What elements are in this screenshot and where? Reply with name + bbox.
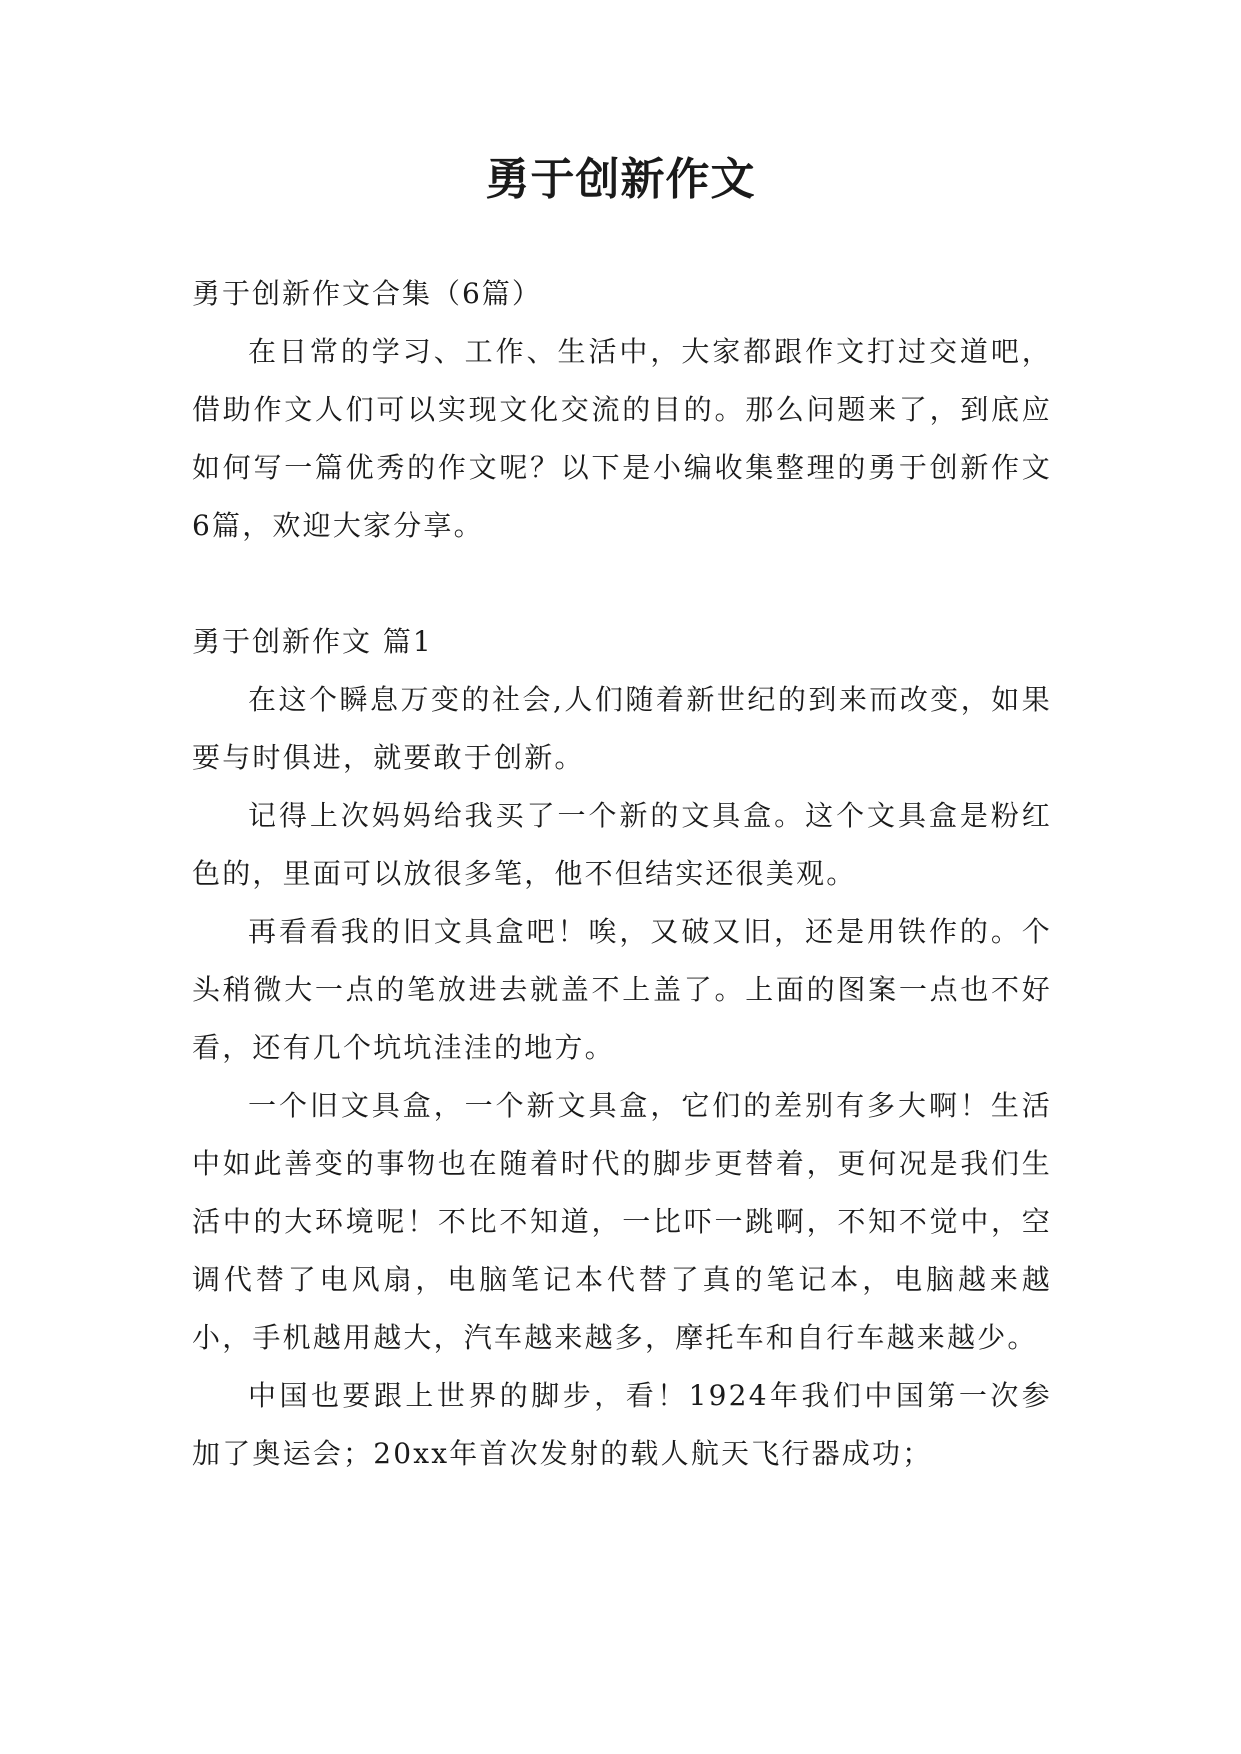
article-1-paragraph: 一个旧文具盒，一个新文具盒，它们的差别有多大啊！生活中如此善变的事物也在随着时代的脚步更替着，更何况是我们生活中的大环境呢！不比不知道，一比吓一跳啊，不知不觉中，空调代替了电风扇，电脑笔记本代替了真的笔记本，电脑越来越小，手机越用越大，汽车越来越多，摩托车和自行车越来越少。 — [192, 1089, 1052, 1354]
article-1-heading: 勇于创新作文 篇1 — [192, 625, 433, 658]
article-1-paragraph: 再看看我的旧文具盒吧！唉，又破又旧，还是用铁作的。个头稍微大一点的笔放进去就盖不上盖了。上面的图案一点也不好看，还有几个坑坑洼洼的地方。 — [192, 915, 1052, 1064]
article-1-paragraph: 在这个瞬息万变的社会,人们随着新世纪的到来而改变，如果要与时俱进，就要敢于创新。 — [192, 683, 1052, 774]
intro-paragraph: 在日常的学习、工作、生活中，大家都跟作文打过交道吧，借助作文人们可以实现文化交流的目的。那么问题来了，到底应如何写一篇优秀的作文呢？以下是小编收集整理的勇于创新作文6篇，欢迎大家分享。 — [192, 335, 1052, 542]
section-spacer — [192, 555, 1052, 613]
collection-heading: 勇于创新作文合集（6篇） — [192, 277, 542, 310]
article-1-paragraph: 记得上次妈妈给我买了一个新的文具盒。这个文具盒是粉红色的，里面可以放很多笔，他不但结实还很美观。 — [192, 799, 1052, 890]
document-body — [192, 265, 1052, 1483]
article-1-paragraph: 中国也要跟上世界的脚步，看！1924年我们中国第一次参加了奥运会；20xx年首次发射的载人航天飞行器成功； — [192, 1379, 1052, 1470]
document-title: 勇于创新作文 — [485, 154, 756, 205]
